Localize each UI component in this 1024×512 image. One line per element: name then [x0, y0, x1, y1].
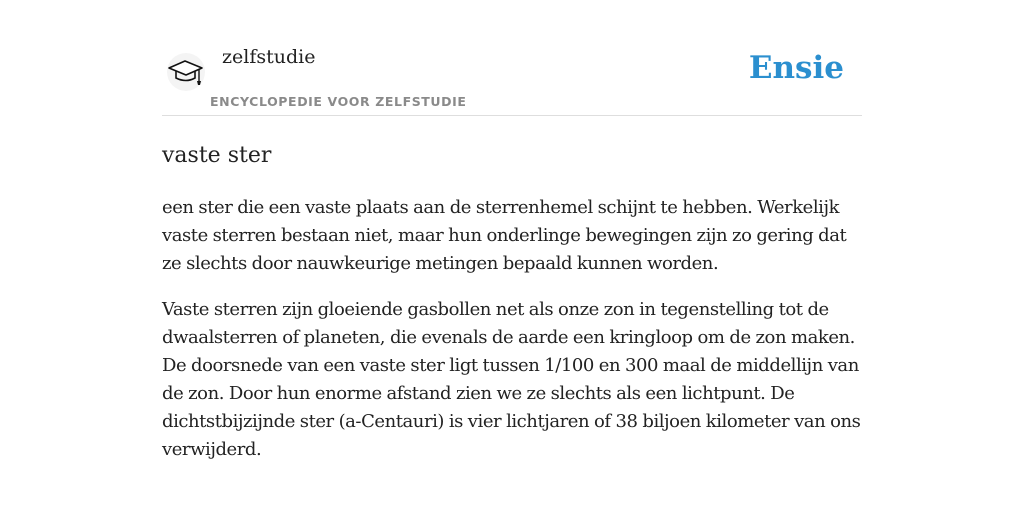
- site-header: [162, 0, 862, 116]
- article-paragraph: een ster die een vaste plaats aan de sterrenhemel schijnt te hebben. Werkelijk vaste sterren bestaan niet, maar hun onderlinge bewegingen zijn zo gering dat ze slechts door nauwkeurige metingen bepaald kunnen worden.: [162, 197, 847, 274]
- ensie-logo-link[interactable]: Ensie: [748, 50, 844, 86]
- article: [162, 142, 862, 464]
- article-paragraph: Vaste sterren zijn gloeiende gasbollen net als onze zon in tegenstelling tot de dwaalsterren of planeten, die evenals de aarde een kringloop om de zon maken. De doorsnede van een vaste ster ligt tussen 1/100 en 300 maal de middellijn van de zon. Door hun enorme afstand zien we ze slechts als een lichtpunt. De dichtstbijzijnde ster (a-Centauri) is vier lichtjaren of 38 biljoen kilometer van ons verwijderd.: [162, 299, 861, 460]
- page: [162, 0, 862, 464]
- site-tagline: ENCYCLOPEDIE VOOR ZELFSTUDIE: [210, 94, 467, 109]
- article-title: vaste ster: [162, 143, 272, 168]
- article-body: [162, 194, 862, 464]
- graduation-cap-icon[interactable]: [166, 52, 206, 92]
- site-name-link[interactable]: zelfstudie: [222, 46, 316, 68]
